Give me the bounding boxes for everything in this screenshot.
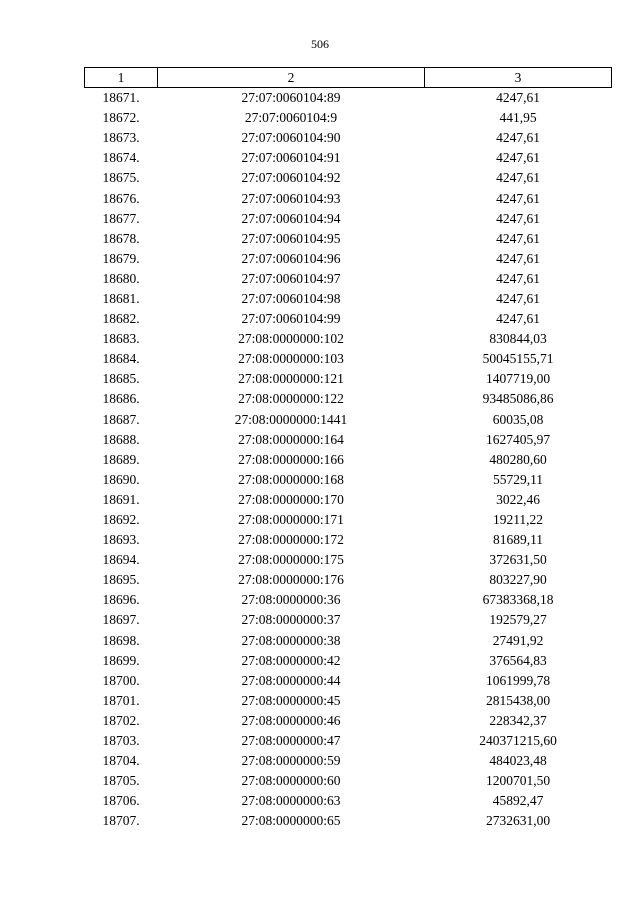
row-number-cell: 18705. — [102, 773, 140, 789]
row-number-cell: 18677. — [102, 210, 140, 226]
table-row — [85, 510, 612, 530]
cadastral-number-cell: 27:07:0060104:98 — [241, 290, 341, 306]
row-number-cell: 18684. — [102, 351, 140, 367]
value-cell: 441,95 — [499, 110, 537, 126]
table-row — [85, 751, 612, 771]
row-number-cell: 18685. — [102, 371, 140, 387]
table-row — [85, 88, 612, 109]
cadastral-number-cell: 27:08:0000000:171 — [238, 512, 344, 528]
table-row — [85, 289, 612, 309]
table-row — [85, 369, 612, 389]
value-cell: 4247,61 — [496, 270, 540, 286]
value-cell: 27491,92 — [492, 632, 544, 648]
cadastral-number-cell: 27:07:0060104:89 — [241, 90, 341, 106]
table-row — [85, 470, 612, 490]
value-cell: 2732631,00 — [485, 813, 551, 829]
table-row — [85, 671, 612, 691]
row-number-cell: 18672. — [102, 110, 140, 126]
table-row — [85, 209, 612, 229]
cadastral-number-cell: 27:07:0060104:9 — [244, 110, 338, 126]
table-row — [85, 229, 612, 249]
value-cell: 67383368,18 — [482, 592, 554, 608]
cadastral-number-cell: 27:08:0000000:168 — [238, 471, 344, 487]
cadastral-number-cell: 27:07:0060104:92 — [241, 170, 341, 186]
value-cell: 4247,61 — [496, 290, 540, 306]
cadastral-number-cell: 27:08:0000000:37 — [241, 612, 341, 628]
row-number-cell: 18676. — [102, 190, 140, 206]
table-row — [85, 128, 612, 148]
row-number-cell: 18700. — [102, 672, 140, 688]
cadastral-number-cell: 27:07:0060104:91 — [241, 150, 341, 166]
value-cell: 1061999,78 — [485, 672, 551, 688]
table-row — [85, 108, 612, 128]
row-number-cell: 18694. — [102, 552, 140, 568]
value-cell: 4247,61 — [496, 311, 540, 327]
value-cell: 830844,03 — [489, 331, 547, 347]
cadastral-number-cell: 27:07:0060104:99 — [241, 311, 341, 327]
value-cell: 93485086,86 — [482, 391, 554, 407]
value-cell: 1627405,97 — [485, 431, 551, 447]
row-number-cell: 18691. — [102, 491, 140, 507]
table-row — [85, 168, 612, 188]
value-cell: 1407719,00 — [485, 371, 551, 387]
row-number-cell: 18695. — [102, 572, 140, 588]
table-row — [85, 430, 612, 450]
value-cell: 45892,47 — [492, 793, 544, 809]
cadastral-number-cell: 27:08:0000000:36 — [241, 592, 341, 608]
row-number-cell: 18673. — [102, 130, 140, 146]
table-row — [85, 450, 612, 470]
table-row — [85, 711, 612, 731]
cadastral-number-cell: 27:08:0000000:38 — [241, 632, 341, 648]
cadastral-number-cell: 27:07:0060104:95 — [241, 230, 341, 246]
value-cell: 484023,48 — [489, 753, 547, 769]
row-number-cell: 18675. — [102, 170, 140, 186]
cadastral-number-cell: 27:08:0000000:44 — [241, 672, 341, 688]
table-row — [85, 188, 612, 208]
page-number: 506 — [311, 37, 329, 51]
table-row — [85, 309, 612, 329]
cadastral-number-cell: 27:08:0000000:121 — [238, 371, 344, 387]
cadastral-number-cell: 27:08:0000000:172 — [238, 532, 344, 548]
table-row — [85, 570, 612, 590]
table-row — [85, 771, 612, 791]
table-row — [85, 691, 612, 711]
table-row — [85, 389, 612, 409]
cadastral-number-cell: 27:08:0000000:164 — [238, 431, 344, 447]
value-cell: 803227,90 — [489, 572, 547, 588]
cadastral-number-cell: 27:08:0000000:42 — [241, 652, 341, 668]
row-number-cell: 18679. — [102, 250, 140, 266]
value-cell: 240371215,60 — [479, 733, 557, 749]
row-number-cell: 18689. — [102, 451, 140, 467]
row-number-cell: 18688. — [102, 431, 140, 447]
cadastral-number-cell: 27:07:0060104:97 — [241, 270, 341, 286]
table-row — [85, 550, 612, 570]
row-number-cell: 18687. — [102, 411, 140, 427]
cadastral-number-cell: 27:08:0000000:46 — [241, 712, 341, 728]
cadastral-number-cell: 27:08:0000000:176 — [238, 572, 344, 588]
cadastral-number-cell: 27:08:0000000:47 — [241, 733, 341, 749]
table-row — [85, 349, 612, 369]
table-row — [85, 791, 612, 811]
row-number-cell: 18690. — [102, 471, 140, 487]
table-row — [85, 811, 612, 831]
cadastral-number-cell: 27:08:0000000:63 — [241, 793, 341, 809]
table-row — [85, 329, 612, 349]
value-cell: 19211,22 — [492, 512, 544, 528]
row-number-cell: 18702. — [102, 712, 140, 728]
table-header — [85, 68, 612, 88]
column-header-2: 2 — [158, 68, 425, 88]
value-cell: 192579,27 — [489, 612, 547, 628]
row-number-cell: 18699. — [102, 652, 140, 668]
table-body — [85, 88, 612, 832]
value-cell: 4247,61 — [496, 190, 540, 206]
data-table — [84, 67, 612, 831]
table-row — [85, 530, 612, 550]
table-row — [85, 651, 612, 671]
value-cell: 480280,60 — [489, 451, 547, 467]
value-cell: 228342,37 — [489, 712, 547, 728]
cadastral-number-cell: 27:08:0000000:60 — [241, 773, 341, 789]
cadastral-number-cell: 27:07:0060104:96 — [241, 250, 341, 266]
row-number-cell: 18698. — [102, 632, 140, 648]
header-row — [85, 68, 612, 88]
value-cell: 4247,61 — [496, 90, 540, 106]
value-cell: 372631,50 — [489, 552, 547, 568]
row-number-cell: 18697. — [102, 612, 140, 628]
table-row — [85, 490, 612, 510]
cadastral-number-cell: 27:08:0000000:166 — [238, 451, 344, 467]
value-cell: 2815438,00 — [485, 692, 551, 708]
cadastral-number-cell: 27:08:0000000:45 — [241, 692, 341, 708]
cadastral-number-cell: 27:08:0000000:170 — [238, 491, 344, 507]
cadastral-number-cell: 27:07:0060104:90 — [241, 130, 341, 146]
value-cell: 4247,61 — [496, 130, 540, 146]
table-row — [85, 410, 612, 430]
value-cell: 4247,61 — [496, 210, 540, 226]
row-number-cell: 18671. — [102, 90, 140, 106]
row-number-cell: 18703. — [102, 733, 140, 749]
cadastral-number-cell: 27:08:0000000:65 — [241, 813, 341, 829]
value-cell: 4247,61 — [496, 150, 540, 166]
table-row — [85, 731, 612, 751]
row-number-cell: 18701. — [102, 692, 140, 708]
value-cell: 4247,61 — [496, 250, 540, 266]
cadastral-number-cell: 27:08:0000000:102 — [238, 331, 344, 347]
value-cell: 50045155,71 — [482, 351, 554, 367]
row-number-cell: 18674. — [102, 150, 140, 166]
table-row — [85, 148, 612, 168]
value-cell: 4247,61 — [496, 230, 540, 246]
table-row — [85, 631, 612, 651]
value-cell: 3022,46 — [496, 491, 540, 507]
value-cell: 4247,61 — [496, 170, 540, 186]
value-cell: 1200701,50 — [485, 773, 551, 789]
cadastral-number-cell: 27:08:0000000:175 — [238, 552, 344, 568]
cadastral-number-cell: 27:08:0000000:1441 — [234, 411, 348, 427]
row-number-cell: 18696. — [102, 592, 140, 608]
value-cell: 55729,11 — [492, 471, 544, 487]
row-number-cell: 18681. — [102, 290, 140, 306]
cadastral-number-cell: 27:08:0000000:103 — [238, 351, 344, 367]
row-number-cell: 18704. — [102, 753, 140, 769]
row-number-cell: 18686. — [102, 391, 140, 407]
table-row — [85, 249, 612, 269]
row-number-cell: 18680. — [102, 270, 140, 286]
cadastral-number-cell: 27:08:0000000:122 — [238, 391, 344, 407]
table-row — [85, 590, 612, 610]
cadastral-number-cell: 27:07:0060104:94 — [241, 210, 341, 226]
value-cell: 376564,83 — [489, 652, 547, 668]
row-number-cell: 18707. — [102, 813, 140, 829]
row-number-cell: 18692. — [102, 512, 140, 528]
cadastral-number-cell: 27:07:0060104:93 — [241, 190, 341, 206]
row-number-cell: 18678. — [102, 230, 140, 246]
row-number-cell: 18706. — [102, 793, 140, 809]
row-number-cell: 18693. — [102, 532, 140, 548]
value-cell: 60035,08 — [492, 411, 544, 427]
column-header-3: 3 — [425, 68, 612, 88]
column-header-1: 1 — [85, 68, 158, 88]
table-row — [85, 269, 612, 289]
cadastral-number-cell: 27:08:0000000:59 — [241, 753, 341, 769]
table-row — [85, 610, 612, 630]
value-cell: 81689,11 — [492, 532, 544, 548]
row-number-cell: 18683. — [102, 331, 140, 347]
row-number-cell: 18682. — [102, 311, 140, 327]
